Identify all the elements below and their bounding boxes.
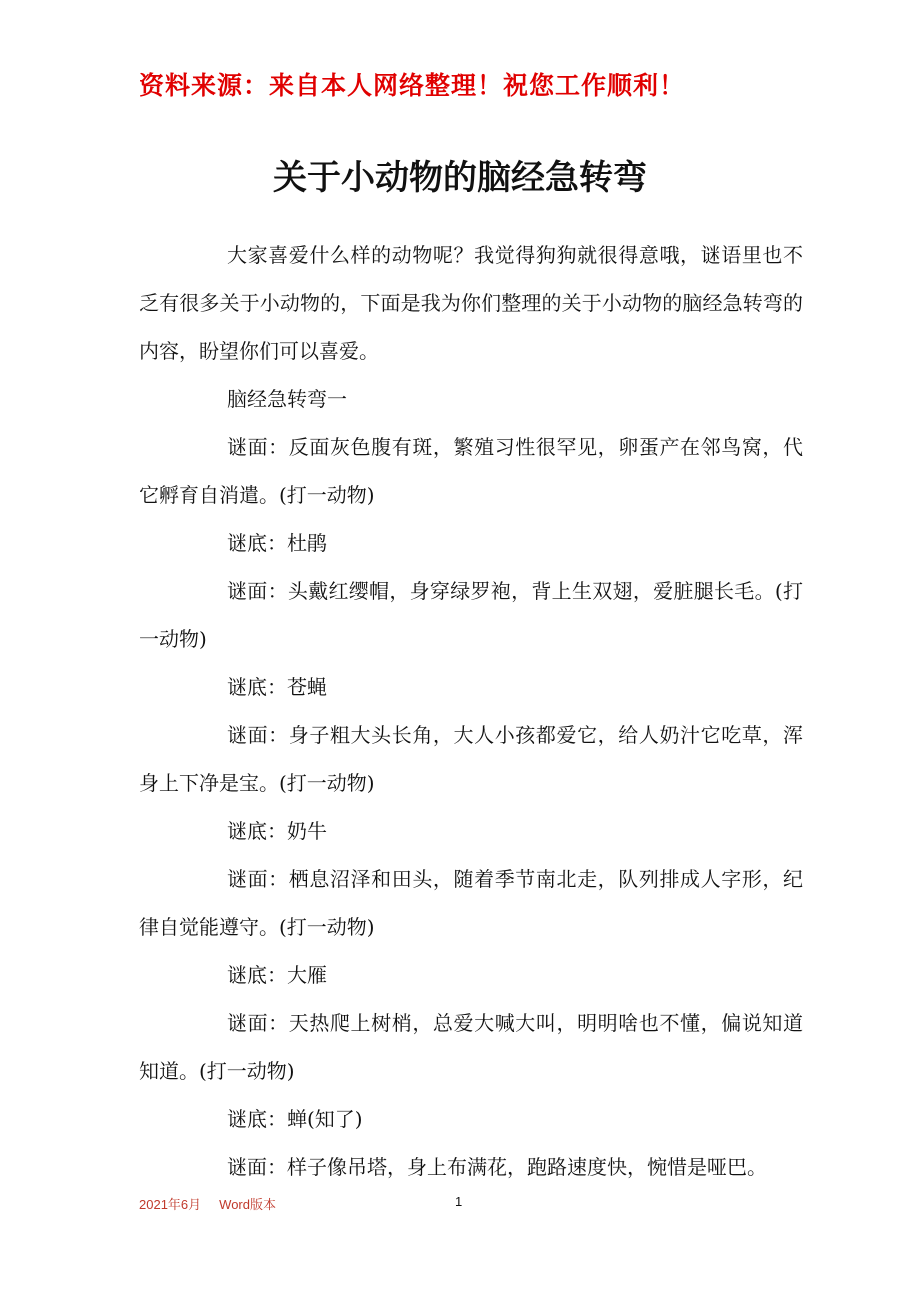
intro-paragraph: 大家喜爱什么样的动物呢？我觉得狗狗就很得意哦，谜语里也不乏有很多关于小动物的，下面是我为你们整理的关于小动物的脑经急转弯的内容，盼望你们可以喜爱。 — [139, 243, 803, 363]
riddle-question: 谜面：头戴红缨帽，身穿绿罗袍，背上生双翅，爱脏腿长毛。(打一动物) — [139, 579, 803, 651]
riddle-question: 谜面：栖息沼泽和田头，随着季节南北走，队列排成人字形，纪律自觉能遵守。(打一动物) — [139, 867, 803, 939]
riddle-answer: 谜底：杜鹃 — [227, 531, 327, 555]
page-footer — [139, 1194, 276, 1213]
page-number: 1 — [455, 1194, 463, 1209]
section-heading: 脑经急转弯一 — [227, 387, 347, 411]
footer-version: Word版本 — [219, 1197, 276, 1212]
riddle-question: 谜面：天热爬上树梢，总爱大喊大叫，明明啥也不懂，偏说知道知道。(打一动物) — [139, 1011, 803, 1083]
document-body — [139, 231, 803, 1191]
page-title: 关于小动物的脑经急转弯 — [273, 158, 647, 198]
footer-date: 2021年6月 — [139, 1197, 202, 1212]
riddle-answer: 谜底：蝉(知了) — [227, 1107, 363, 1131]
riddle-question: 谜面：样子像吊塔，身上布满花，跑路速度快，惋惜是哑巴。 — [227, 1155, 767, 1179]
riddle-answer: 谜底：苍蝇 — [227, 675, 327, 699]
riddle-answer: 谜底：奶牛 — [227, 819, 327, 843]
source-banner: 资料来源：来自本人网络整理！祝您工作顺利！ — [139, 71, 686, 100]
riddle-question: 谜面：反面灰色腹有斑，繁殖习性很罕见，卵蛋产在邻鸟窝，代它孵育自消遣。(打一动物) — [139, 435, 803, 507]
riddle-question: 谜面：身子粗大头长角，大人小孩都爱它，给人奶汁它吃草，浑身上下净是宝。(打一动物) — [139, 723, 803, 795]
riddle-answer: 谜底：大雁 — [227, 963, 327, 987]
